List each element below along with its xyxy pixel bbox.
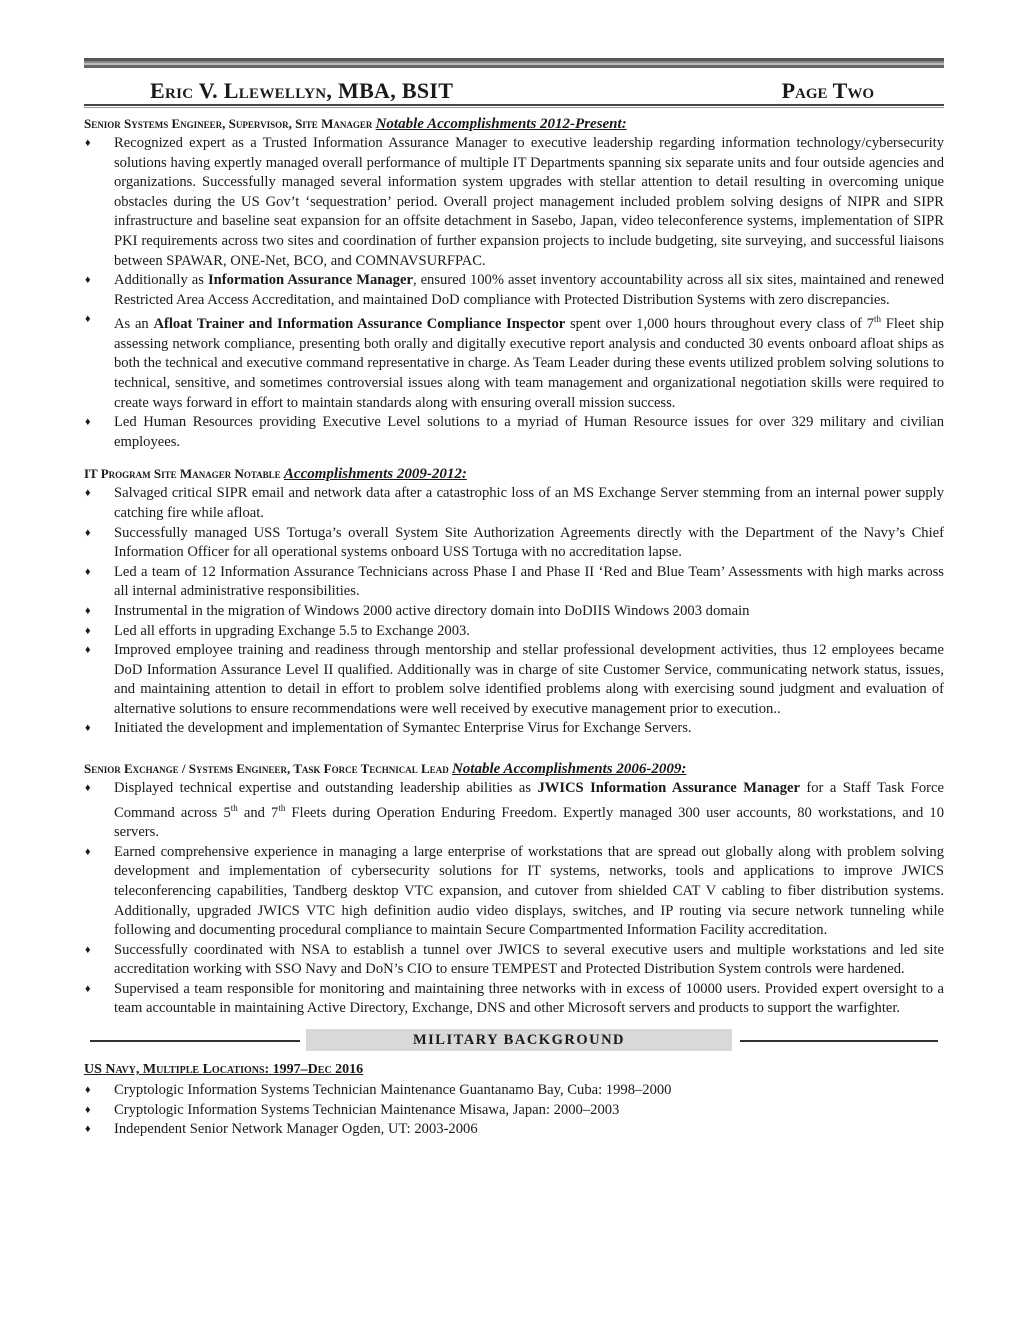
section-accomplishments: Accomplishments 2009-2012: [283,466,467,483]
resume-content [84,114,944,1140]
military-background-heading: MILITARY BACKGROUND [306,1029,732,1051]
item-bold-text: JWICS Information Assurance Manager [537,780,800,797]
accomplishment-list [84,779,944,1019]
section-title: IT Program Site Manager Notable [84,466,281,482]
accomplishment-list [84,134,944,452]
military-background-banner [84,1029,944,1053]
list-item [84,779,944,843]
list-item: ♦ Salvaged critical SIPR email and network data after a catastrophic loss of an MS Exchange Server stemming from an internal power supply catching fire while afloat. [84,484,944,523]
item-bold-text: Afloat Trainer and Information Assurance Compliance Inspector [153,316,566,333]
section-heading [84,114,944,134]
superscript: th [874,314,882,325]
top-rule [84,58,944,68]
item-text: Displayed technical expertise and outstanding leadership abilities as [114,780,538,797]
item-text: for a Staff Task Force Command across 5 [114,780,944,821]
section-title: Senior Exchange / Systems Engineer, Task Force Technical Lead [84,761,449,777]
list-item: ♦ Supervised a team responsible for monitoring and maintaining three networks with in excess of 10000 users. Provided expert oversight to a team accountable in maintaining Active Directory, Exchange, DNS and other Microsoft servers and products to support the warfighter. [84,980,944,1019]
divider [90,1040,300,1042]
candidate-name: Eric V. Llewellyn, MBA, BSIT [150,78,454,103]
list-item [84,310,944,413]
item-text: Fleet ship assessing network compliance, presenting both orally and digitally executive report analysis and conducted 30 events onboard afloat ships as both the technical and executive command representative in charge. As Team Leader during these events utilized problem solving solutions to technical, sensitive, and sometimes controversial issues along with team management and organizational negotiation skills were required to create ways forward in effort to maintain standards along with ensuring overall mission success. [114,316,944,411]
military-subheading: US Navy, Multiple Locations: 1997–Dec 2016 [84,1062,364,1078]
list-item: ♦ Cryptologic Information Systems Technician Maintenance Guantanamo Bay, Cuba: 1998–2000 [84,1081,944,1101]
accomplishment-list [84,484,944,739]
superscript: th [278,802,286,813]
list-item [84,271,944,310]
item-text: spent over 1,000 hours throughout every class of 7 [565,316,875,333]
list-item: ♦ Successfully managed USS Tortuga’s overall System Site Authorization Agreements directly with the Department of the Navy’s Chief Information Officer for all operational systems onboard USS Tortuga with no accreditation lapse. [84,524,944,563]
list-item: ♦ Cryptologic Information Systems Technician Maintenance Misawa, Japan: 2000–2003 [84,1101,944,1121]
page-label: Page Two [781,78,874,103]
list-item: ♦ Earned comprehensive experience in managing a large enterprise of workstations that are spread out globally along with problem solving development and implementation of cybersecurity solutions for IT systems, networks, tools and applications to improve JWICS teleconferencing capabilities, Tandberg desktop VTC expansion, and cutover from shielded CAT V cabling to fiber distribution systems. Additionally, upgraded JWICS VTC high definition audio video displays, switches, and IP routing via secure network tunneling while following and documenting procedural compliance to maintain Secure Compartmented Information Facility accreditation. [84,843,944,941]
item-text: Additionally as [114,272,208,289]
section-heading [84,759,944,779]
list-item: ♦ Led a team of 12 Information Assurance Technicians across Phase I and Phase II ‘Red and Blue Team’ Assessments with high marks across all internal administrative responsibilities. [84,563,944,602]
section-heading [84,464,944,484]
divider [740,1040,938,1042]
item-bold-text: Information Assurance Manager [207,272,413,289]
item-text: As an [114,316,154,333]
section-title: Senior Systems Engineer, Supervisor, Site Manager [84,116,373,131]
item-text: and 7 [237,804,279,821]
list-item: ♦ Led all efforts in upgrading Exchange 5.5 to Exchange 2003. [84,622,944,642]
list-item: ♦ Successfully coordinated with NSA to establish a tunnel over JWICS to several executive users and multiple workstations and led site accreditation working with SSO Navy and DoN’s CIO to ensure TEMPEST and Protected Distribution System controls were hardened. [84,941,944,980]
section-accomplishments: Notable Accomplishments 2012-Present: [375,116,627,132]
header-underline [84,104,944,108]
list-item: ♦ Led Human Resources providing Executive Level solutions to a myriad of Human Resource issues for over 329 military and civilian employees. [84,413,944,452]
section-accomplishments: Notable Accomplishments 2006-2009: [451,761,687,778]
list-item: ♦ Improved employee training and readiness through mentorship and stellar professional development activities, thus 12 employees became DoD Information Assurance Level II qualified. Additionally was in charge of site Customer Service, communicating network status, issues, and maintaining attention to detail in effort to problem solve identified problems along with exercising sound judgment and evaluation of alternative solutions to ensure recommendations were well received by executive management prior to execution.. [84,641,944,719]
item-text: Fleets during Operation Enduring Freedom. Expertly managed 300 user accounts, 80 workstations, and 10 servers. [114,804,945,841]
superscript: th [230,802,238,813]
list-item: ♦ Initiated the development and implementation of Symantec Enterprise Virus for Exchange Servers. [84,719,944,739]
military-list [84,1081,944,1140]
list-item: ♦ Independent Senior Network Manager Ogden, UT: 2003-2006 [84,1120,944,1140]
item-text: , ensured 100% asset inventory accountability across all six sites, maintained and renewed Restricted Area Access Accreditation, and maintained DoD compliance with Protected Distribution Systems with zero discrepancies. [114,272,944,308]
list-item: ♦ Instrumental in the migration of Windows 2000 active directory domain into DoDIIS Windows 2003 domain [84,602,944,622]
list-item: ♦ Recognized expert as a Trusted Information Assurance Manager to executive leadership regarding information technology/cybersecurity solutions having expertly managed overall performance of multiple IT Departments spanning six separate units and four outside agencies and organizations. Successfully managed several information system upgrades with stellar attention to detail resulting in overcoming unique obstacles during the US Gov’t ‘sequestration’ period. Overall project management included problem solving designs of NIPR and SIPR infrastructure and baseline seat expansion for an offsite detachment in Sasebo, Japan, video teleconference systems, implementation of SIPR PKI requirements across two sites and coordination of further expansion projects to include budgeting, site surveying, and successful liaisons between SPAWAR, ONE-Net, BCO, and COMNAVSURFPAC. [84,134,944,271]
name-header [84,70,944,104]
